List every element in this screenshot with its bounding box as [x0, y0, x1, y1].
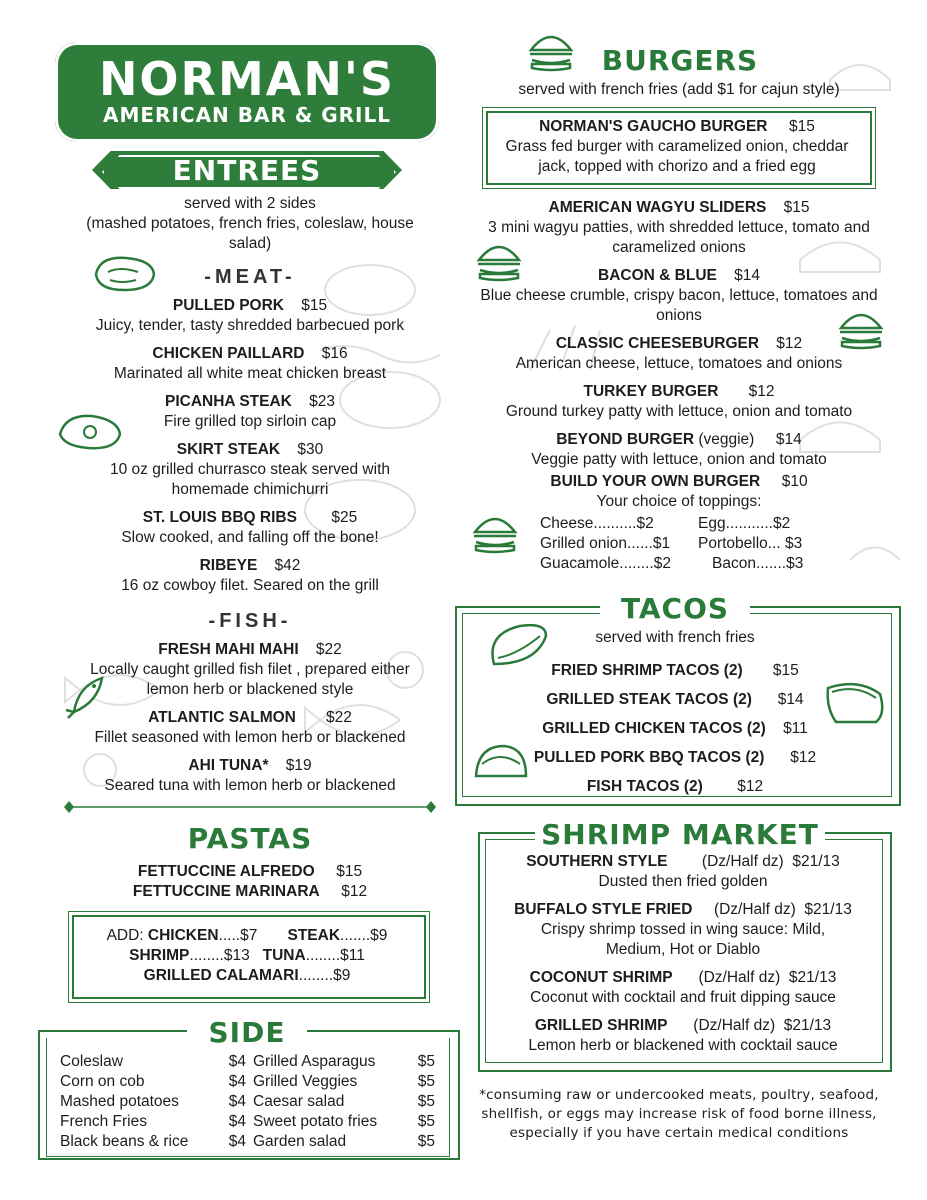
item-price: $22 [315, 641, 342, 658]
side-item-name: Grilled Asparagus [253, 1053, 376, 1070]
side-item-price: $4 [228, 1093, 246, 1110]
item-name: GRILLED SHRIMP [534, 1017, 668, 1034]
food-safety-disclaimer: *consuming raw or undercooked meats, poultry, seafood, shellfish, or eggs may increase risk of food borne illness, especially if you have certain medical conditions [479, 1087, 879, 1141]
steak-icon [88, 252, 160, 296]
item-price: $12 [790, 749, 817, 766]
item-qty: (Dz/Half dz) [713, 901, 796, 918]
taco-item [470, 685, 880, 714]
item-price: $16 [321, 345, 348, 362]
tacos-heading: TACOS [600, 592, 750, 625]
item-name: PULLED PORK [172, 297, 284, 314]
side-item-price: $4 [228, 1113, 246, 1130]
item-price: $42 [274, 557, 301, 574]
pastas-heading: PASTAS [187, 822, 313, 855]
item-price: $21/13 [792, 853, 840, 870]
item-desc: Grass fed burger with caramelized onion, cheddar jack, topped with chorizo and a fried egg [505, 138, 849, 175]
menu-item [70, 708, 430, 748]
item-name: FRIED SHRIMP TACOS (2) [551, 662, 743, 679]
item-name: FISH TACOS (2) [586, 778, 703, 795]
side-item-name: Grilled Veggies [253, 1073, 358, 1090]
item-price: $15 [783, 199, 810, 216]
side-item-price: $4 [228, 1073, 246, 1090]
side-item-price: $4 [228, 1133, 246, 1150]
burger-icon [526, 30, 576, 74]
item-name: NORMAN'S GAUCHO BURGER [539, 118, 768, 135]
item-price: $11 [783, 720, 808, 737]
item-name: SKIRT STEAK [176, 441, 281, 458]
addon-name: TUNA [262, 947, 306, 964]
menu-item [70, 392, 430, 432]
side-item-price: $5 [417, 1113, 435, 1130]
side-item-name: Sweet potato fries [253, 1113, 378, 1130]
item-qty: (Dz/Half dz) [693, 1017, 776, 1034]
item-desc: 16 oz cowboy filet. Seared on the grill [121, 577, 379, 594]
side-item-price: $5 [417, 1073, 435, 1090]
entrees-note-text: served with 2 sides (mashed potatoes, french fries, coleslaw, house salad) [86, 195, 414, 252]
item-price: $12 [341, 883, 368, 900]
item-price: $15 [336, 863, 363, 880]
item-desc: Veggie patty with lettuce, onion and tomato [531, 451, 827, 468]
item-price: $23 [309, 393, 335, 410]
addon-name: STEAK [287, 927, 341, 944]
item-name: PULLED PORK BBQ TACOS (2) [533, 749, 765, 766]
menu-item [486, 900, 880, 960]
fish-list [70, 640, 430, 796]
item-price: $14 [734, 267, 760, 284]
item-name: GRILLED CHICKEN TACOS (2) [542, 720, 766, 737]
menu-item [70, 296, 430, 336]
item-name: ATLANTIC SALMON [148, 709, 296, 726]
item-name: COCONUT SHRIMP [529, 969, 673, 986]
menu-item [470, 382, 888, 422]
item-desc: Blue cheese crumble, crispy bacon, lettuce, tomatoes and onions [480, 287, 878, 324]
side-item-name: Coleslaw [60, 1053, 123, 1070]
side-item-name: Caesar salad [253, 1093, 345, 1110]
addon-name: CHICKEN [147, 927, 219, 944]
restaurant-subtitle: AMERICAN BAR & GRILL [103, 103, 391, 127]
item-desc: Coconut with cocktail and fruit dipping sauce [530, 989, 836, 1006]
item-qty: (Dz/Half dz) [701, 853, 784, 870]
menu-item [486, 968, 880, 1008]
burgers-heading: BURGERS [601, 44, 759, 77]
item-desc: Locally caught grilled fish filet , prepared either lemon herb or blackened style [90, 661, 410, 698]
menu-item [470, 198, 888, 258]
entrees-note [70, 194, 430, 254]
item-price: $30 [297, 441, 324, 458]
side-item-price: $5 [417, 1093, 435, 1110]
item-desc: Marinated all white meat chicken breast [113, 365, 387, 382]
item-price: $21/13 [804, 901, 852, 918]
entrees-heading: ENTREES [172, 154, 322, 187]
toppings-list [540, 514, 830, 574]
topping: Bacon.......$3 [712, 555, 804, 572]
item-desc: American cheese, lettuce, tomatoes and onions [515, 355, 843, 372]
menu-item [70, 556, 430, 596]
item-price: $19 [285, 757, 312, 774]
taco-item [470, 743, 880, 772]
item-price: $14 [777, 691, 804, 708]
pasta-addons [72, 926, 422, 986]
item-name: SOUTHERN STYLE [526, 853, 668, 870]
burgers-note: served with french fries (add $1 for cajun style) [518, 81, 840, 98]
taco-item [470, 772, 880, 801]
side-item-name: French Fries [60, 1113, 147, 1130]
side-item-name: Garden salad [253, 1133, 347, 1150]
topping: Egg...........$2 [698, 515, 791, 532]
item-name: ST. LOUIS BBQ RIBS [142, 509, 297, 526]
addon-price: ........$13 [189, 947, 250, 964]
side-item-name: Mashed potatoes [60, 1093, 179, 1110]
item-name: BACON & BLUE [598, 267, 717, 284]
topping: Guacamole........$2 [540, 555, 671, 572]
side-item-price: $5 [417, 1133, 435, 1150]
item-desc: Fillet seasoned with lemon herb or blackened [94, 729, 406, 746]
item-name: CHICKEN PAILLARD [152, 345, 305, 362]
item-desc: 10 oz grilled churrasco steak served with homemade chimichurri [110, 461, 390, 498]
item-name: BEYOND BURGER [556, 431, 695, 448]
item-desc: Crispy shrimp tossed in wing sauce: Mild, Medium, Hot or Diablo [540, 921, 826, 958]
tacos-list [470, 656, 880, 801]
item-desc: Dusted then fried golden [598, 873, 768, 890]
item-name: GRILLED STEAK TACOS (2) [546, 691, 752, 708]
item-desc: Juicy, tender, tasty shredded barbecued pork [95, 317, 405, 334]
item-price: $25 [331, 509, 358, 526]
menu-item [70, 640, 430, 700]
section-divider [60, 800, 440, 814]
meat-list [70, 296, 430, 596]
menu-item [486, 1016, 880, 1056]
menu-item [486, 852, 880, 892]
topping: Portobello... $3 [698, 535, 803, 552]
topping: Grilled onion......$1 [540, 535, 671, 552]
item-desc: Ground turkey patty with lettuce, onion and tomato [505, 403, 853, 420]
restaurant-name: NORMAN'S [98, 52, 396, 106]
item-price: $12 [737, 778, 764, 795]
meat-subheading: -MEAT- [204, 266, 296, 288]
item-name: FETTUCCINE ALFREDO [137, 863, 315, 880]
item-name: BUFFALO STYLE FRIED [514, 901, 693, 918]
burger-list [470, 198, 888, 512]
tacos-note: served with french fries [595, 629, 755, 646]
item-price: $21/13 [783, 1017, 832, 1034]
item-price: $14 [775, 431, 802, 448]
item-price: $15 [789, 118, 815, 135]
taco-item [470, 656, 880, 685]
addon-price: .....$7 [218, 927, 258, 944]
side-list-right [253, 1052, 435, 1152]
item-name: RIBEYE [199, 557, 258, 574]
item-desc: Fire grilled top sirloin cap [163, 413, 337, 430]
burger-icon-4 [470, 512, 520, 556]
shrimp-list [486, 852, 880, 1056]
side-heading: SIDE [187, 1016, 307, 1049]
item-name: AMERICAN WAGYU SLIDERS [548, 199, 767, 216]
menu-item [70, 508, 430, 548]
item-desc: Slow cooked, and falling off the bone! [121, 529, 379, 546]
featured-burger [490, 117, 864, 177]
add-label: ADD: [106, 927, 144, 944]
taco-item [470, 714, 880, 743]
menu-item [470, 430, 888, 470]
item-price: $22 [326, 709, 352, 726]
item-name: TURKEY BURGER [583, 383, 719, 400]
item-desc: Seared tuna with lemon herb or blackened [104, 777, 396, 794]
item-price: $12 [776, 335, 803, 352]
item-price: $21/13 [788, 969, 837, 986]
side-list-left [60, 1052, 246, 1152]
item-price: $12 [748, 383, 775, 400]
fish-subheading: -FISH- [208, 610, 292, 632]
side-item-price: $4 [228, 1053, 246, 1070]
item-price: $10 [781, 473, 808, 490]
menu-item [470, 334, 888, 374]
side-item-name: Corn on cob [60, 1073, 145, 1090]
menu-item [470, 266, 888, 326]
item-name: BUILD YOUR OWN BURGER [550, 473, 761, 490]
item-desc: Your choice of toppings: [596, 493, 762, 510]
item-name: FETTUCCINE MARINARA [132, 883, 320, 900]
shrimp-heading: SHRIMP MARKET [535, 818, 825, 851]
item-name: CLASSIC CHEESEBURGER [555, 335, 760, 352]
menu-item [70, 344, 430, 384]
item-name: AHI TUNA* [188, 757, 269, 774]
pastas-list [70, 862, 430, 902]
addon-price: .......$9 [340, 927, 388, 944]
addon-price: ........$11 [305, 947, 365, 964]
item-name: PICANHA STEAK [165, 393, 292, 410]
addon-name: SHRIMP [129, 947, 190, 964]
menu-item [470, 472, 888, 512]
menu-item [70, 440, 430, 500]
addon-price: ........$9 [298, 967, 351, 984]
item-price: $15 [301, 297, 328, 314]
addon-name: GRILLED CALAMARI [143, 967, 299, 984]
menu-item [70, 756, 430, 796]
item-extra: (veggie) [698, 431, 755, 448]
item-price: $15 [772, 662, 799, 679]
item-qty: (Dz/Half dz) [698, 969, 781, 986]
topping: Cheese..........$2 [540, 515, 654, 532]
item-desc: 3 mini wagyu patties, with shredded lettuce, tomato and caramelized onions [488, 219, 870, 256]
item-name: FRESH MAHI MAHI [158, 641, 299, 658]
side-item-price: $5 [417, 1053, 435, 1070]
item-desc: Lemon herb or blackened with cocktail sauce [528, 1037, 838, 1054]
side-item-name: Black beans & rice [60, 1133, 189, 1150]
